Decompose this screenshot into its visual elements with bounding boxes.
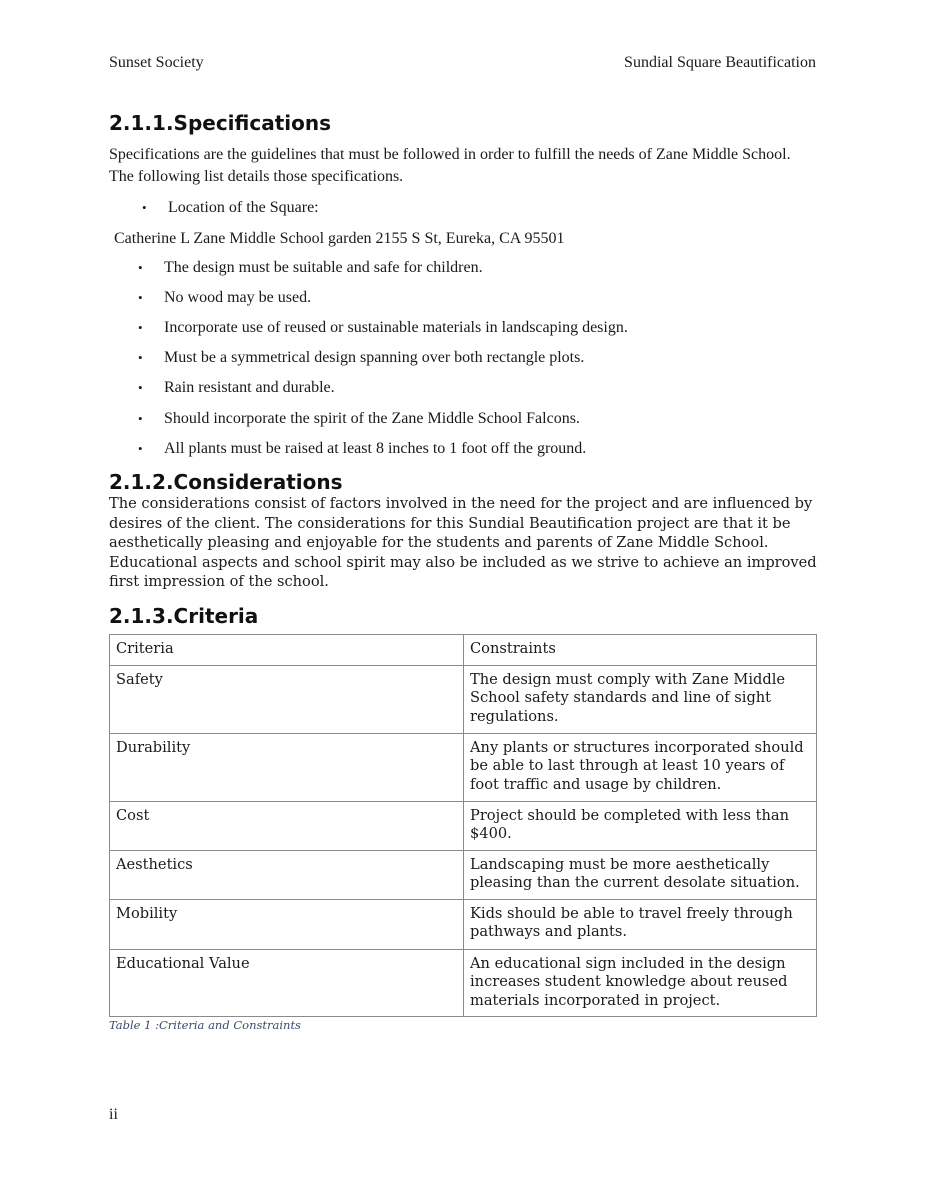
bullet-icon: • (142, 200, 147, 215)
constraint-cell: Any plants or structures incorporated should be able to last through at least 10 years of foot traffic and usage by children. (464, 734, 817, 802)
header-left: Sunset Society (109, 54, 204, 71)
list-item-text: Rain resistant and durable. (164, 379, 335, 396)
list-item-text: The design must be suitable and safe for children. (164, 259, 483, 276)
specifications-heading: 2.1.1.Specifications (109, 111, 332, 135)
column-header-criteria: Criteria (110, 635, 464, 666)
location-value: Catherine L Zane Middle School garden 2155 S St, Eureka, CA 95501 (114, 230, 565, 247)
bullet-icon: • (138, 320, 143, 335)
list-item (138, 348, 585, 368)
criteria-cell: Durability (110, 734, 464, 802)
location-bullet (142, 198, 319, 218)
considerations-heading: 2.1.2.Considerations (109, 470, 343, 494)
table-row (110, 900, 817, 950)
header-right: Sundial Square Beautification (624, 54, 816, 71)
criteria-cell: Safety (110, 666, 464, 734)
constraint-cell: An educational sign included in the design increases student knowledge about reused materials incorporated in project. (464, 950, 817, 1017)
list-item-text: Incorporate use of reused or sustainable materials in landscaping design. (164, 319, 628, 336)
column-header-constraints: Constraints (464, 635, 817, 666)
criteria-table (109, 634, 817, 1017)
list-item-text: Must be a symmetrical design spanning over both rectangle plots. (164, 349, 585, 366)
bullet-icon: • (138, 380, 143, 395)
specifications-intro: Specifications are the guidelines that must be followed in order to fulfill the needs of Zane Middle School. The following list details those specifications. (109, 146, 791, 185)
page-number: ii (109, 1106, 118, 1123)
bullet-icon: • (138, 350, 143, 365)
table-header-row (110, 635, 817, 666)
list-item (138, 378, 335, 398)
table-caption: Table 1 :Criteria and Constraints (109, 1018, 301, 1032)
list-item-text: No wood may be used. (164, 289, 312, 306)
table-row (110, 851, 817, 900)
bullet-icon: • (138, 441, 143, 456)
bullet-icon: • (138, 290, 143, 305)
constraint-cell: Kids should be able to travel freely through pathways and plants. (464, 900, 817, 950)
list-item-text: All plants must be raised at least 8 inches to 1 foot off the ground. (164, 440, 587, 457)
bullet-icon: • (138, 411, 143, 426)
list-item (138, 258, 483, 278)
table-row (110, 666, 817, 734)
criteria-cell: Educational Value (110, 950, 464, 1017)
constraint-cell: Landscaping must be more aesthetically pleasing than the current desolate situation. (464, 851, 817, 900)
criteria-cell: Mobility (110, 900, 464, 950)
list-item-text: Should incorporate the spirit of the Zane Middle School Falcons. (164, 410, 580, 427)
bullet-icon: • (138, 260, 143, 275)
criteria-cell: Aesthetics (110, 851, 464, 900)
criteria-heading: 2.1.3.Criteria (109, 604, 259, 628)
list-item (138, 318, 628, 338)
list-item (138, 409, 580, 429)
considerations-text: The considerations consist of factors involved in the need for the project and are influenced by desires of the client. The considerations for this Sundial Beautification project are that it be aesthetically pleasing and enjoyable for the students and parents of Zane Middle School. Educational aspects and school spirit may also be included as we strive to achieve an improved first impression of the school. (109, 495, 817, 591)
location-label: Location of the Square: (168, 199, 319, 216)
constraint-cell: The design must comply with Zane Middle School safety standards and line of sight regulations. (464, 666, 817, 734)
list-item (138, 439, 587, 459)
list-item (138, 288, 312, 308)
constraint-cell: Project should be completed with less than $400. (464, 802, 817, 851)
table-row (110, 950, 817, 1017)
table-row (110, 734, 817, 802)
table-row (110, 802, 817, 851)
criteria-cell: Cost (110, 802, 464, 851)
